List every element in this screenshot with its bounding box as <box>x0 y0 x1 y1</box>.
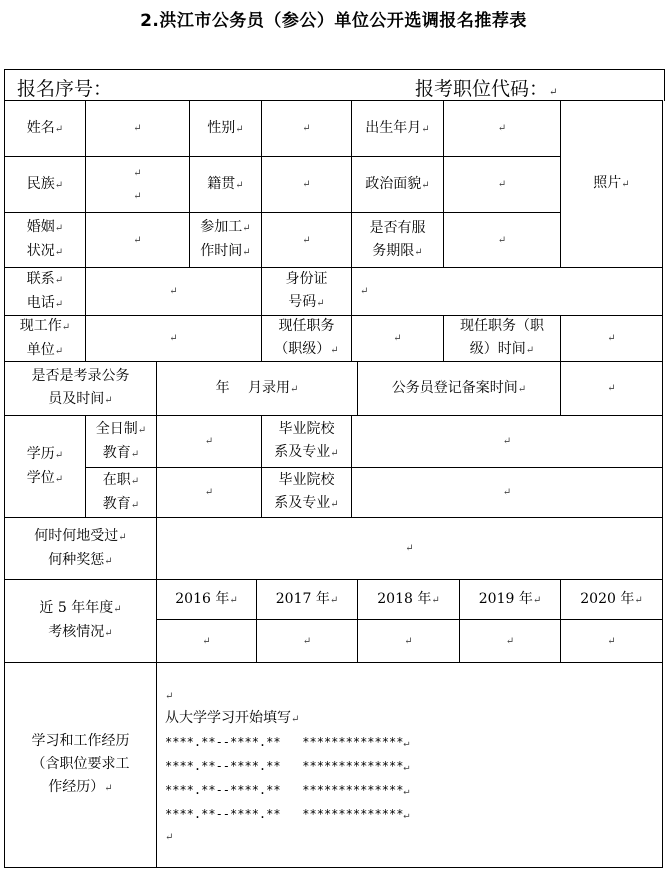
service-period-field[interactable]: ↵ <box>444 213 561 268</box>
political-status-field[interactable]: ↵ <box>444 157 561 213</box>
awards-label: 何时何地受过↵ 何种奖惩↵ <box>4 518 157 580</box>
assessment-2020-field[interactable]: ↵ <box>561 620 663 663</box>
parttime-school-field[interactable]: ↵ <box>352 468 663 518</box>
experience-label: 学习和工作经历 （含职位要求工 作经历）↵ <box>4 663 157 868</box>
fulltime-school-field[interactable]: ↵ <box>352 416 663 468</box>
registry-time-label: 公务员登记备案时间↵ <box>358 362 561 416</box>
assessment-2018-field[interactable]: ↵ <box>358 620 460 663</box>
registry-time-field[interactable]: ↵ <box>561 362 663 416</box>
assessment-label: 近 5 年年度↵ 考核情况↵ <box>4 580 157 663</box>
name-field[interactable]: ↵ <box>86 100 190 157</box>
civil-servant-hired-label: 是否是考录公务 员及时间↵ <box>4 362 157 416</box>
awards-field[interactable]: ↵ <box>157 518 663 580</box>
experience-field[interactable] <box>157 663 663 868</box>
work-unit-label: 现工作↵ 单位↵ <box>4 316 86 362</box>
page-title: 2.洪江市公务员（参公）单位公开选调报名推荐表 <box>140 11 527 31</box>
assessment-2016-field[interactable]: ↵ <box>157 620 257 663</box>
birth-label: 出生年月↵ <box>352 100 444 157</box>
marital-status-field[interactable]: ↵ <box>86 213 190 268</box>
experience-line-2: ****.**--****.** **************↵ <box>165 759 410 773</box>
phone-label: 联系↵ 电话↵ <box>4 268 86 316</box>
ethnicity-label: 民族↵ <box>4 157 86 213</box>
experience-content: ↵ 从大学学习开始填写↵ ****.**--****.** **************↵ ****.**--****.** **************↵ ****.**--****.** **************↵ ****.**--****.** **************↵ ↵ <box>165 691 410 843</box>
fulltime-education-label: 全日制↵ 教育↵ <box>86 416 157 468</box>
year-header-2020: 2020 年↵ <box>561 580 663 620</box>
fulltime-school-label: 毕业院校 系及专业↵ <box>262 416 352 468</box>
registration-number-label: 报名序号： <box>17 78 113 100</box>
year-header-2019: 2019 年↵ <box>460 580 561 620</box>
education-label: 学历↵ 学位↵ <box>4 416 86 518</box>
fulltime-degree-field[interactable]: ↵ <box>157 416 262 468</box>
current-duty-label: 现任职务 （职级）↵ <box>262 316 352 362</box>
assessment-2019-field[interactable]: ↵ <box>460 620 561 663</box>
experience-hint: 从大学学习开始填写↵ <box>165 710 300 726</box>
native-place-label: 籍贯↵ <box>190 157 262 213</box>
parttime-degree-field[interactable]: ↵ <box>157 468 262 518</box>
experience-line-3: ****.**--****.** **************↵ <box>165 783 410 797</box>
id-number-label: 身份证 号码↵ <box>262 268 352 316</box>
hired-date-field[interactable]: 年 月录用↵ <box>157 362 358 416</box>
form-header-row <box>4 69 665 101</box>
marital-status-label: 婚姻↵ 状况↵ <box>4 213 86 268</box>
name-label: 姓名↵ <box>4 100 86 157</box>
work-start-label: 参加工↵ 作时间↵ <box>190 213 262 268</box>
position-code-label: 报考职位代码：↵ <box>415 78 558 100</box>
service-period-label: 是否有服 务期限↵ <box>352 213 444 268</box>
year-header-2017: 2017 年↵ <box>257 580 358 620</box>
ethnicity-field[interactable]: ↵ ↵ <box>86 157 190 213</box>
native-place-field[interactable]: ↵ <box>262 157 352 213</box>
duty-time-field[interactable]: ↵ <box>561 316 663 362</box>
photo-box[interactable]: 照片↵ <box>561 100 663 268</box>
parttime-education-label: 在职↵ 教育↵ <box>86 468 157 518</box>
work-unit-field[interactable]: ↵ <box>86 316 262 362</box>
year-header-2016: 2016 年↵ <box>157 580 257 620</box>
year-header-2018: 2018 年↵ <box>358 580 460 620</box>
phone-field[interactable]: ↵ <box>86 268 262 316</box>
experience-line-1: ****.**--****.** **************↵ <box>165 735 410 749</box>
gender-field[interactable]: ↵ <box>262 100 352 157</box>
parttime-school-label: 毕业院校 系及专业↵ <box>262 468 352 518</box>
birth-field[interactable]: ↵ <box>444 100 561 157</box>
political-status-label: 政治面貌↵ <box>352 157 444 213</box>
duty-time-label: 现任职务（职 级）时间↵ <box>444 316 561 362</box>
current-duty-field[interactable]: ↵ <box>352 316 444 362</box>
gender-label: 性别↵ <box>190 100 262 157</box>
work-start-field[interactable]: ↵ <box>262 213 352 268</box>
id-number-field[interactable]: ↵ <box>352 268 663 316</box>
experience-line-4: ****.**--****.** **************↵ <box>165 807 410 821</box>
assessment-2017-field[interactable]: ↵ <box>257 620 358 663</box>
